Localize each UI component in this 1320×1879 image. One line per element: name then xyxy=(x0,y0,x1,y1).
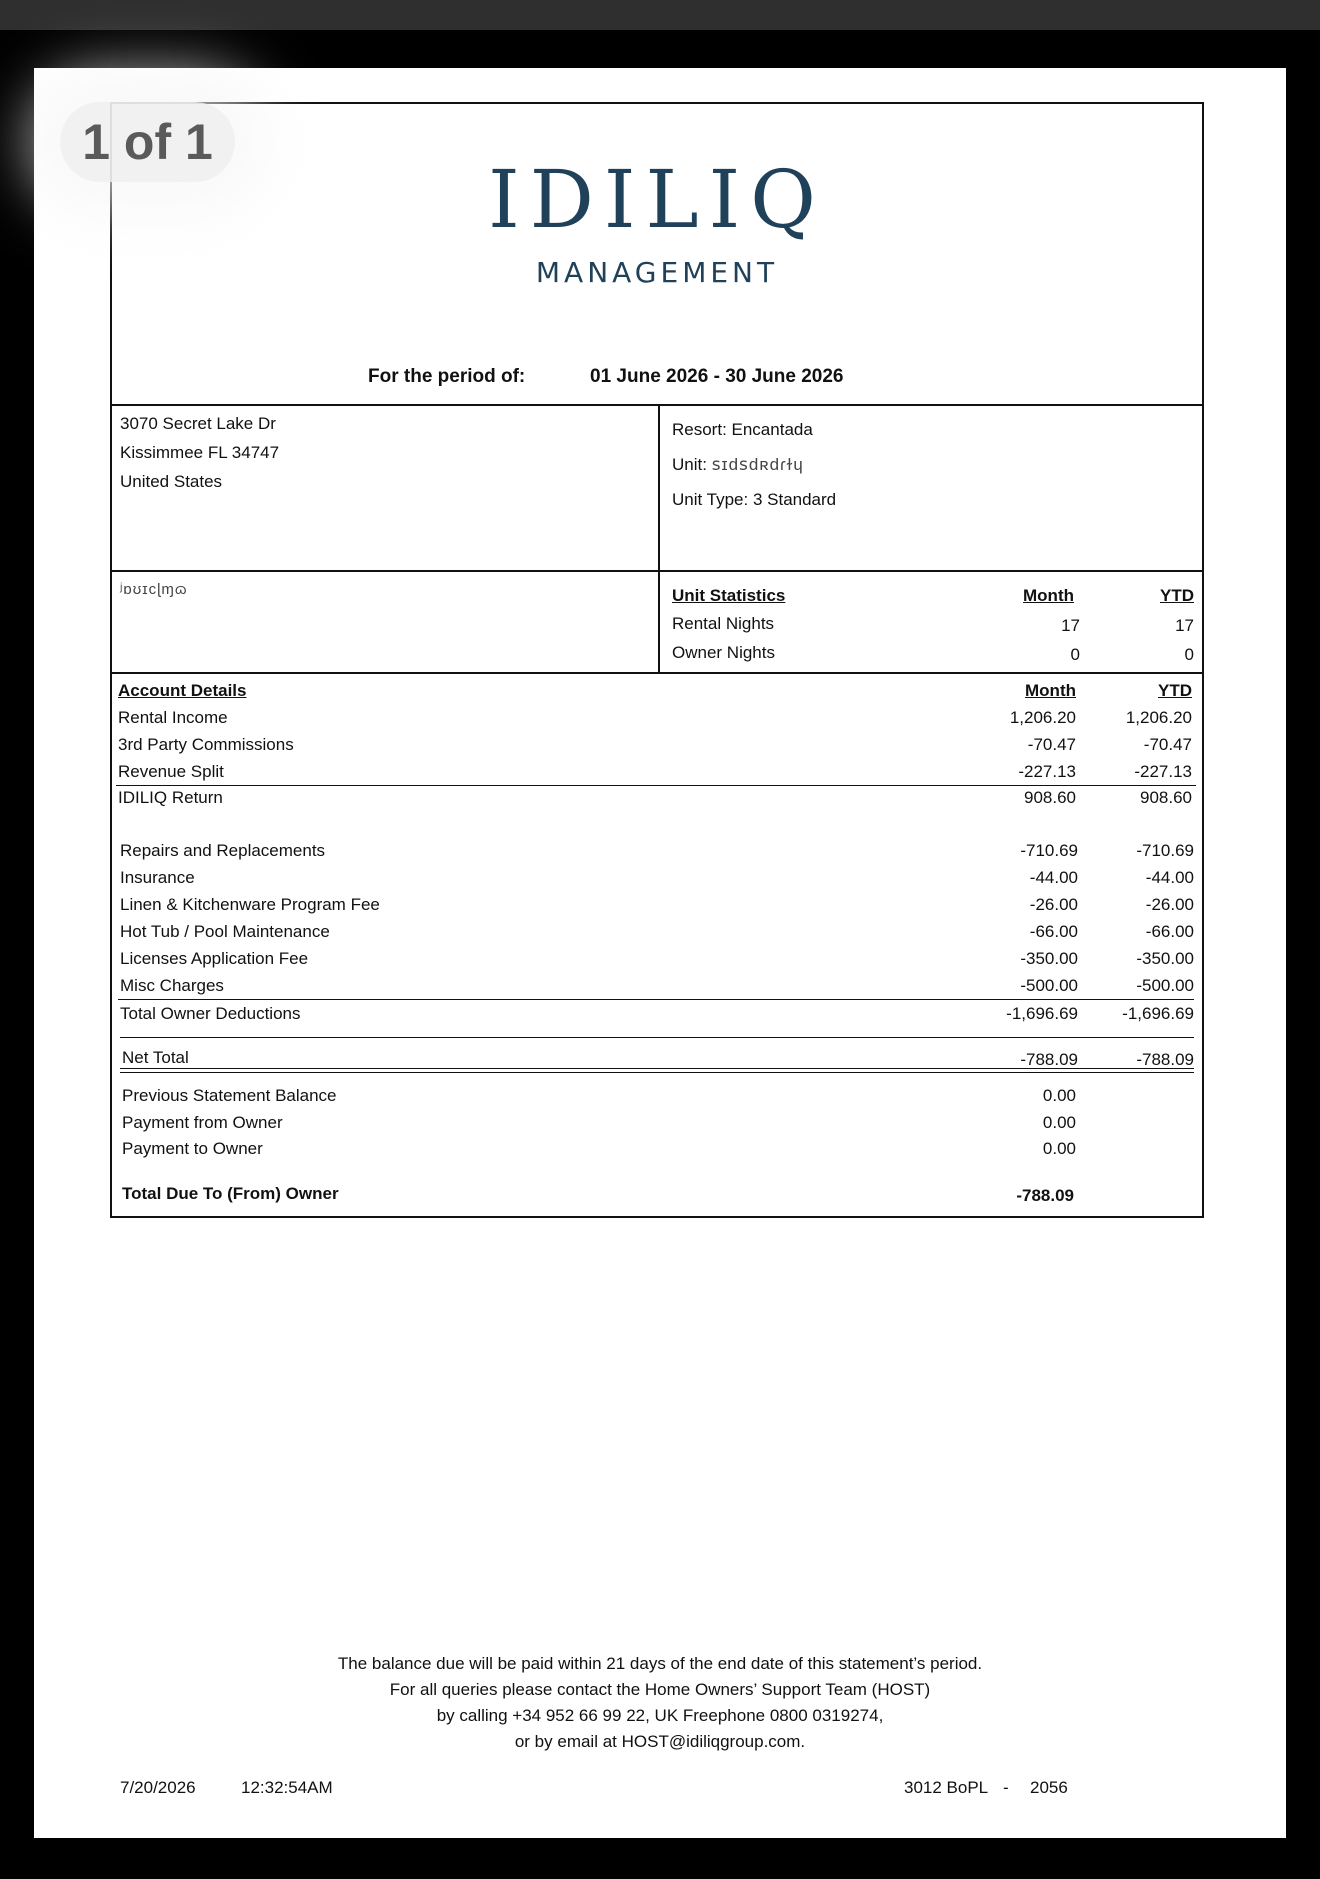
owner-nights-month: 0 xyxy=(1070,645,1080,664)
revenue-split-ytd: -227.13 xyxy=(1134,762,1192,781)
rental-nights-label: Rental Nights xyxy=(672,614,775,633)
logo-wordmark: IDILIQ xyxy=(488,153,826,246)
account-month-header: Month xyxy=(1025,681,1076,700)
owner-nights-label: Owner Nights xyxy=(672,643,775,662)
previous-balance-label: Previous Statement Balance xyxy=(122,1086,337,1105)
resort-label: Resort: Encantada xyxy=(672,420,813,439)
divider xyxy=(112,404,1202,406)
address-line-2: Kissimmee FL 34747 xyxy=(120,443,280,462)
insurance-ytd: -44.00 xyxy=(1145,868,1194,887)
company-logo xyxy=(112,153,1202,289)
payment-from-owner-label: Payment from Owner xyxy=(122,1113,283,1132)
linen-fee-ytd: -26.00 xyxy=(1145,895,1194,914)
net-total-label: Net Total xyxy=(122,1048,189,1067)
owner-nights-ytd: 0 xyxy=(1184,645,1194,664)
repairs-ytd: -710.69 xyxy=(1136,841,1194,860)
payment-from-owner-month: 0.00 xyxy=(1042,1113,1076,1132)
footer-notes xyxy=(0,1651,1320,1755)
idiliq-return-month: 908.60 xyxy=(1024,788,1076,807)
rental-nights-month: 17 xyxy=(1061,616,1080,635)
footer-line-2: For all queries please contact the Home Owners’ Support Team (HOST) xyxy=(389,1680,931,1699)
rental-nights-ytd: 17 xyxy=(1175,616,1194,635)
net-total-ytd: -788.09 xyxy=(1136,1050,1194,1069)
period-value: 01 June 2026 - 30 June 2026 xyxy=(590,366,844,387)
net-total-top-rule xyxy=(120,1037,1194,1038)
unit-stats-ytd-header: YTD xyxy=(1160,586,1194,605)
footer-line-3: by calling +34 952 66 99 22, UK Freephone 0800 0319274, xyxy=(436,1706,884,1725)
total-due-month: -788.09 xyxy=(1016,1186,1074,1205)
reference-code: 3012 BoPL xyxy=(904,1778,989,1797)
licenses-fee-month: -350.00 xyxy=(1020,949,1078,968)
hot-tub-ytd: -66.00 xyxy=(1145,922,1194,941)
third-party-commissions-month: -70.47 xyxy=(1027,735,1076,754)
linen-fee-month: -26.00 xyxy=(1029,895,1078,914)
third-party-commissions-label: 3rd Party Commissions xyxy=(118,735,294,754)
total-deductions-label: Total Owner Deductions xyxy=(120,1004,301,1023)
previous-balance-month: 0.00 xyxy=(1042,1086,1076,1105)
deductions-rule xyxy=(118,999,1194,1000)
address-line-3: United States xyxy=(120,472,223,491)
licenses-fee-label: Licenses Application Fee xyxy=(120,949,309,968)
payment-to-owner-label: Payment to Owner xyxy=(122,1139,263,1158)
unit-statistics-title: Unit Statistics xyxy=(672,586,786,605)
hot-tub-label: Hot Tub / Pool Maintenance xyxy=(120,922,330,941)
account-ytd-header: YTD xyxy=(1158,681,1192,700)
rental-income-label: Rental Income xyxy=(118,708,228,727)
address-line-1: 3070 Secret Lake Dr xyxy=(120,414,276,433)
rental-income-month: 1,206.20 xyxy=(1009,708,1076,727)
net-total-month: -788.09 xyxy=(1020,1050,1078,1069)
net-total-double-rule-2 xyxy=(120,1072,1194,1073)
repairs-month: -710.69 xyxy=(1020,841,1078,860)
revenue-split-month: -227.13 xyxy=(1018,762,1076,781)
owner-statement xyxy=(110,102,1204,1218)
net-total-double-rule-1 xyxy=(120,1068,1194,1069)
unit-type-label: Unit Type: 3 Standard xyxy=(672,490,837,509)
viewer-top-bar xyxy=(0,0,1320,30)
unit-stats-month-header: Month xyxy=(1023,586,1074,605)
misc-charges-label: Misc Charges xyxy=(120,976,224,995)
misc-charges-ytd: -500.00 xyxy=(1136,976,1194,995)
account-details-title: Account Details xyxy=(118,681,247,700)
logo-subtitle: MANAGEMENT xyxy=(535,256,779,289)
page-indicator: 1 of 1 xyxy=(60,102,235,182)
insurance-label: Insurance xyxy=(120,868,195,887)
rental-income-ytd: 1,206.20 xyxy=(1125,708,1192,727)
column-divider xyxy=(658,404,660,672)
reference-separator: - xyxy=(1003,1778,1009,1797)
total-due-label: Total Due To (From) Owner xyxy=(122,1184,339,1203)
payment-to-owner-month: 0.00 xyxy=(1042,1139,1076,1158)
idiliq-return-ytd: 908.60 xyxy=(1140,788,1192,807)
divider xyxy=(112,672,1202,674)
unit-label: Unit: ꜱɪdꜱdʀdɾɫɥ xyxy=(672,455,804,474)
third-party-commissions-ytd: -70.47 xyxy=(1143,735,1192,754)
hot-tub-month: -66.00 xyxy=(1029,922,1078,941)
reference-number: 2056 xyxy=(1030,1778,1068,1797)
idiliq-return-label: IDILIQ Return xyxy=(118,788,223,807)
total-deductions-month: -1,696.69 xyxy=(1006,1004,1078,1023)
print-date: 7/20/2026 xyxy=(120,1778,196,1797)
footer-line-1: The balance due will be paid within 21 days of the end date of this statement’s period. xyxy=(337,1654,983,1673)
period-label: For the period of: xyxy=(368,366,526,387)
revenue-split-label: Revenue Split xyxy=(118,762,224,781)
footer-line-4: or by email at HOST@idiliqgroup.com. xyxy=(514,1732,806,1751)
insurance-month: -44.00 xyxy=(1029,868,1078,887)
owner-redacted: ʲɒʊɪᴄɭɱɷ xyxy=(120,581,188,598)
linen-fee-label: Linen & Kitchenware Program Fee xyxy=(120,895,380,914)
divider xyxy=(112,570,1202,572)
subtotal-rule xyxy=(116,785,1196,786)
unit-redacted: ꜱɪdꜱdʀdɾɫɥ xyxy=(711,455,804,474)
print-time: 12:32:54AM xyxy=(241,1778,333,1797)
repairs-label: Repairs and Replacements xyxy=(120,841,326,860)
licenses-fee-ytd: -350.00 xyxy=(1136,949,1194,968)
total-deductions-ytd: -1,696.69 xyxy=(1122,1004,1194,1023)
misc-charges-month: -500.00 xyxy=(1020,976,1078,995)
